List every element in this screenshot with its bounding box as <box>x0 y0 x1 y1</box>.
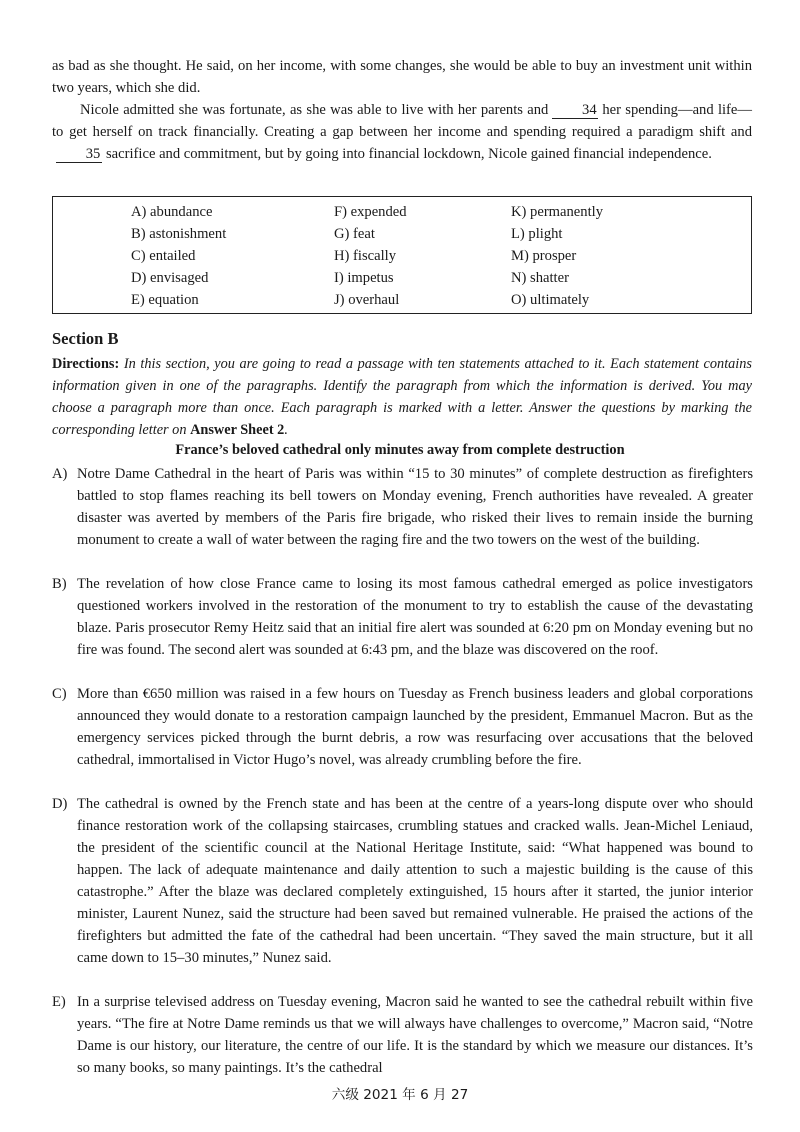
blank-35: 35 <box>56 146 102 163</box>
paragraph-text: More than €650 million was raised in a few hours on Tuesday as French business leaders and global corporations announced they would donate to a restoration campaign launched by the president, Emmanuel Macron. But as the emergency services picked through the burnt debris, a row was resurfacing over accusations that the beloved cathedral, immortalised in Victor Hugo’s novel, was already crumbling before the fire. <box>77 686 753 768</box>
word-option: M) prosper <box>511 248 577 264</box>
section-title: Section B <box>52 329 119 348</box>
word-bank <box>52 196 752 314</box>
paragraph-d <box>52 793 753 969</box>
paragraph-letter: C) <box>52 686 67 702</box>
intro-text-middle: her spending—and life—to get herself on track financially. Creating a gap between her income and spending required a paradigm shift and <box>52 102 752 140</box>
paragraph-text: The cathedral is owned by the French state and has been at the centre of a years-long dispute over who should finance restoration work of the collapsing staircases, crumbling statues and cracked walls. Jean-Michel Leniaud, the president of the scientific council at the National Heritage Institute, said: “What happened was bound to happen. The lack of adequate maintenance and daily attention to such a majestic building is the cause of this catastrophe.” After the blaze was declared completely extinguished, 15 hours after it started, the junior interior minister, Laurent Nunez, said the structure had been saved but remained vulnerable. He praised the actions of the firefighters but admitted the fate of the cathedral had been uncertain. “They saved the main structure, but it all came down to 15–30 minutes,” Nunez said. <box>77 796 753 966</box>
paragraph-letter: B) <box>52 576 67 592</box>
directions-text: In this section, you are going to read a passage with ten statements attached to it. Each statement contains information given in one of the paragraphs. Identify the paragraph from which the information is derived. You may choose a paragraph more than once. Each paragraph is marked with a letter. Answer the questions by marking the corresponding letter on <box>52 356 752 438</box>
paragraph-letter: E) <box>52 994 66 1010</box>
paragraph-a <box>52 463 753 551</box>
paragraph-b <box>52 573 753 661</box>
intro-text-after: sacrifice and commitment, but by going into financial lockdown, Nicole gained financial independence. <box>106 146 712 162</box>
answer-sheet-label: Answer Sheet 2 <box>190 422 285 438</box>
word-option: B) astonishment <box>131 226 227 242</box>
word-option: K) permanently <box>511 204 603 220</box>
paragraph-text: Notre Dame Cathedral in the heart of Paris was within “15 to 30 minutes” of complete destruction as firefighters battled to stop flames reaching its bell towers on Monday evening, French authorities have revealed. A greater disaster was averted by members of the Paris fire brigade, who risked their lives to remain inside the burning monument to create a wall of water between the raging fire and the two towers on the west of the building. <box>77 466 753 548</box>
intro-paragraph-1: as bad as she thought. He said, on her income, with some changes, she would be able to buy an investment unit within two years, which she did. <box>52 58 752 96</box>
intro-paragraph-2 <box>52 99 752 165</box>
directions <box>52 353 752 441</box>
paragraph-c <box>52 683 753 771</box>
directions-end: . <box>284 422 288 438</box>
intro-text-before: Nicole admitted she was fortunate, as she was able to live with her parents and <box>80 102 549 118</box>
word-option: J) overhaul <box>334 292 400 308</box>
paragraph-e <box>52 991 753 1079</box>
word-option: O) ultimately <box>511 292 590 308</box>
word-option: I) impetus <box>334 270 394 286</box>
directions-label: Directions: <box>52 356 120 372</box>
word-option: D) envisaged <box>131 270 209 286</box>
word-option: N) shatter <box>511 270 569 286</box>
word-option: L) plight <box>511 226 563 242</box>
word-option: H) fiscally <box>334 248 397 264</box>
word-option: G) feat <box>334 226 375 242</box>
paragraph-letter: A) <box>52 466 68 482</box>
word-option: E) equation <box>131 292 199 308</box>
word-option: A) abundance <box>131 204 213 220</box>
blank-34: 34 <box>552 102 598 119</box>
paragraph-letter: D) <box>52 796 68 812</box>
paragraph-text: In a surprise televised address on Tuesday evening, Macron said he wanted to see the cathedral rebuilt within five years. “The fire at Notre Dame reminds us that we will always have challenges to overcome,” Macron said, “Notre Dame is our history, our literature, the centre of our life. It is the standard by which we measure our distances. It’s so many books, so many paintings. It’s the cathedral <box>77 994 753 1076</box>
page-footer: 六级 2021 年 6 月 27 <box>331 1087 469 1103</box>
paragraph-text: The revelation of how close France came to losing its most famous cathedral emerged as police investigators questioned workers involved in the restoration of the monument to try to establish the cause of the devastating blaze. Paris prosecutor Remy Heitz said that an initial fire alert was sounded at 6:20 pm on Monday evening but no fire was found. The second alert was sounded at 6:43 pm, and the blaze was discovered on the roof. <box>77 576 753 658</box>
passage-title: France’s beloved cathedral only minutes away from complete destruction <box>175 442 625 458</box>
word-option: F) expended <box>334 204 407 220</box>
word-option: C) entailed <box>131 248 196 264</box>
